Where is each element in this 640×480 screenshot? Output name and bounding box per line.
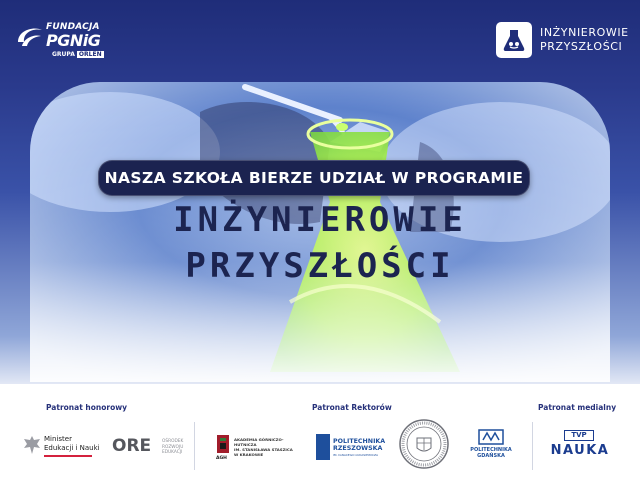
agh-logo bbox=[216, 434, 300, 460]
tvp-box: TVP bbox=[564, 430, 594, 441]
ministerstwo-edukacji-logo bbox=[22, 434, 102, 460]
mein-line2: Edukacji i Nauki bbox=[44, 444, 100, 452]
logo-fundacja-text: FUNDACJA bbox=[46, 22, 100, 32]
logo-program-name bbox=[540, 26, 629, 54]
fundacja-pgnig-logo bbox=[14, 20, 114, 64]
mein-red-bar bbox=[44, 455, 92, 457]
program-title-line1: INŻYNIEROWIE bbox=[173, 200, 467, 240]
agh-text bbox=[234, 437, 300, 457]
inzynierowie-przyszlosci-logo bbox=[496, 22, 636, 62]
agh-line2: IM. STANISŁAWA STASZICA bbox=[234, 447, 293, 452]
university-seal-icon bbox=[398, 418, 450, 470]
logo-pgnig-text: PGNiG bbox=[46, 31, 101, 50]
logo-grupa-text: GRUPA ORLEN bbox=[52, 51, 102, 58]
agh-line1: AKADEMIA GÓRNICZO-HUTNICZA bbox=[234, 437, 284, 447]
prz-line2: RZESZOWSKA bbox=[333, 445, 383, 452]
patronat-rektorow-label: Patronat Rektorów bbox=[312, 403, 392, 412]
agh-label: AGH bbox=[216, 456, 227, 461]
mein-text bbox=[44, 435, 100, 453]
flask-badge-icon bbox=[496, 22, 532, 58]
politechnika-rzeszowska-logo bbox=[316, 434, 386, 462]
program-banner: NASZA SZKOŁA BIERZE UDZIAŁ W PROGRAMIE bbox=[98, 160, 530, 196]
tvp-nauka-logo bbox=[550, 426, 614, 462]
ore-sub-line2: ROZWOJU bbox=[162, 444, 184, 450]
ore-sub-line1: OŚRODEK bbox=[162, 439, 184, 444]
politechnika-gdanska-logo bbox=[468, 428, 516, 462]
eagle-emblem-icon bbox=[22, 434, 42, 456]
program-title-line2: PRZYSZŁOŚCI bbox=[185, 246, 455, 286]
pgnig-swirl-icon bbox=[14, 24, 44, 50]
pg-line2: GDAŃSKA bbox=[477, 453, 505, 459]
agh-line3: W KRAKOWIE bbox=[234, 452, 264, 457]
footer-divider bbox=[532, 422, 533, 470]
logo-line1: INŻYNIEROWIE bbox=[540, 26, 629, 39]
logo-line2: PRZYSZŁOŚCI bbox=[540, 40, 623, 53]
ore-subtitle bbox=[162, 439, 183, 456]
prz-emblem-icon bbox=[316, 434, 330, 460]
ore-logo bbox=[112, 436, 188, 460]
logo-orlen-badge: ORLEN bbox=[78, 51, 102, 58]
patrons-footer bbox=[0, 384, 640, 480]
patronat-medialny-label: Patronat medialny bbox=[538, 403, 617, 412]
header bbox=[0, 0, 640, 80]
prz-text bbox=[333, 438, 385, 452]
pg-line1: POLITECHNIKA bbox=[470, 447, 512, 453]
pg-text bbox=[468, 447, 514, 459]
patronat-honorowy-label: Patronat honorowy bbox=[46, 403, 128, 412]
mein-line1: Minister bbox=[44, 435, 72, 443]
prz-subtitle: IM. IGNACEGO ŁUKASIEWICZA bbox=[333, 453, 379, 457]
nauka-text: NAUKA bbox=[550, 443, 610, 458]
footer-divider bbox=[194, 422, 195, 470]
prz-line1: POLITECHNIKA bbox=[333, 438, 386, 445]
ore-text: ORE bbox=[112, 436, 152, 456]
pg-emblem-icon bbox=[478, 428, 504, 446]
agh-emblem-icon bbox=[216, 434, 230, 456]
ore-sub-line3: EDUKACJI bbox=[162, 450, 183, 455]
